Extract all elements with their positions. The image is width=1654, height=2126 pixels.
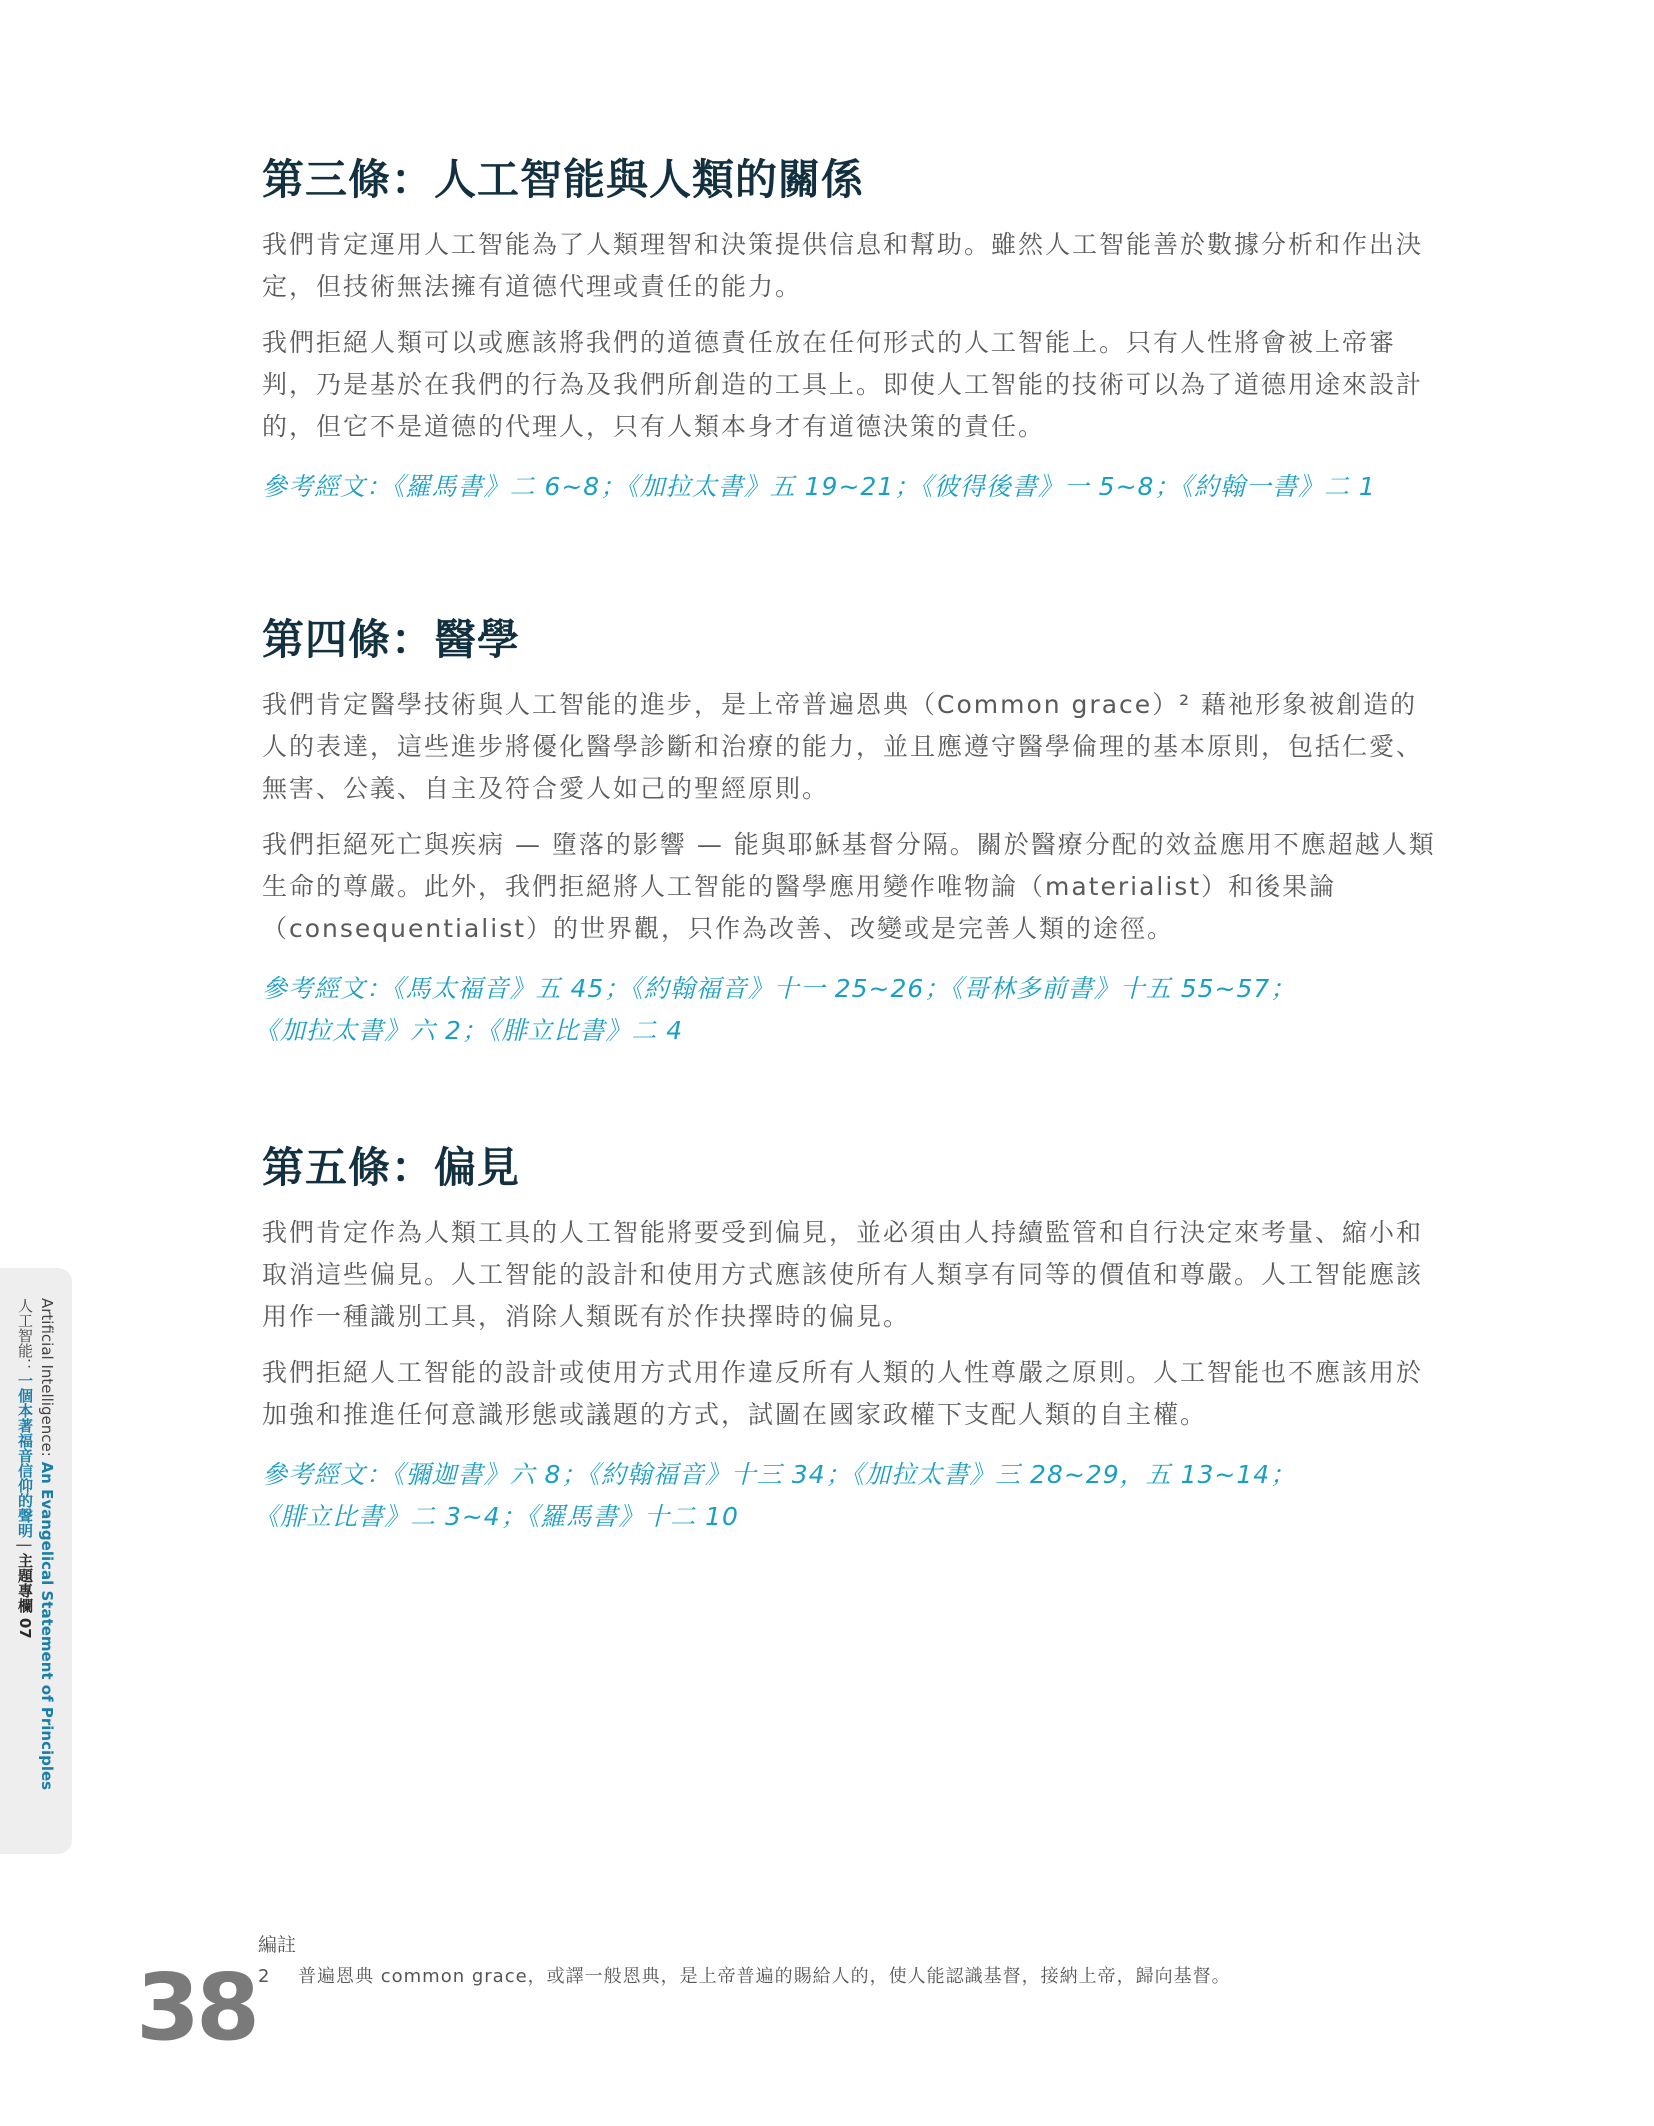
side-title-zh-part: 人工智能：: [16, 1298, 34, 1373]
reference-line: 《腓立比書》二 3~4；《羅馬書》十二 10: [254, 1502, 739, 1531]
side-separator: |: [16, 1538, 34, 1553]
side-column-label: 主題專欄 07: [16, 1552, 34, 1639]
reference-line: 參考經文：《馬太福音》五 45；《約翰福音》十一 25~26；《哥林多前書》十五 55~57；: [262, 974, 1297, 1003]
footnote-text: 普遍恩典 common grace，或譯一般恩典，是上帝普遍的賜給人的，使人能認識基督，接納上帝，歸向基督。: [298, 1966, 1231, 1987]
scripture-reference: [254, 968, 1442, 1052]
page-number: 38: [136, 1954, 257, 2061]
article-5: [254, 1138, 1442, 1538]
paragraph: 我們拒絕死亡與疾病 — 墮落的影響 — 能與耶穌基督分隔。關於醫療分配的效益應用不應超越人類生命的尊嚴。此外，我們拒絕將人工智能的醫學應用變作唯物論（materialist）和後果論（consequentialist）的世界觀，只作為改善、改變或是完善人類的途徑。: [262, 830, 1436, 943]
footnote-number: 2: [258, 1966, 271, 1987]
section-title: 第五條：偏見: [262, 1143, 521, 1192]
section-title: 第三條：人工智能與人類的關係: [262, 155, 865, 204]
side-title-english: [36, 1298, 58, 1790]
paragraph: 我們肯定醫學技術與人工智能的進步，是上帝普遍恩典（Common grace）² 藉祂形象被創造的人的表達，這些進步將優化醫學診斷和治療的能力，並且應遵守醫學倫理的基本原則，包括仁愛、無害、公義、自主及符合愛人如己的聖經原則。: [262, 690, 1424, 803]
side-title-en-bold: An Evangelical Statement of Principles: [38, 1461, 56, 1791]
paragraph: 我們肯定作為人類工具的人工智能將要受到偏見，並必須由人持續監管和自行決定來考量、縮小和取消這些偏見。人工智能的設計和使用方式應該使所有人類享有同等的價值和尊嚴。人工智能應該用作一種識別工具，消除人類既有於作抉擇時的偏見。: [262, 1218, 1424, 1331]
side-title-chinese: [14, 1298, 36, 1790]
paragraph: 我們拒絕人類可以或應該將我們的道德責任放在任何形式的人工智能上。只有人性將會被上帝審判，乃是基於在我們的行為及我們所創造的工具上。即使人工智能的技術可以為了道德用途來設計的，但它不是道德的代理人，只有人類本身才有道德決策的責任。: [262, 328, 1424, 441]
side-title-en-part: Artificial Intelligence:: [38, 1298, 56, 1462]
scripture-reference: [254, 1454, 1442, 1538]
scripture-reference: [262, 466, 1442, 508]
reference-line: 《加拉太書》六 2；《腓立比書》二 4: [254, 1016, 684, 1045]
reference-line: 參考經文：《羅馬書》二 6~8；《加拉太書》五 19~21；《彼得後書》一 5~8；《約翰一書》二 1: [262, 472, 1376, 501]
footnote-heading: 編註: [258, 1934, 297, 1956]
article-4: [254, 610, 1442, 1052]
side-title-zh-bold: 一個本著福音信仰的聲明: [16, 1373, 34, 1538]
paragraph: 我們拒絕人工智能的設計或使用方式用作違反所有人類的人性尊嚴之原則。人工智能也不應該用於加強和推進任何意識形態或議題的方式，試圖在國家政權下支配人類的自主權。: [262, 1358, 1424, 1429]
article-3: [262, 150, 1442, 508]
reference-line: 參考經文：《彌迦書》六 8；《約翰福音》十三 34；《加拉太書》三 28~29，五 13~14；: [262, 1460, 1297, 1489]
footnote: [258, 1962, 1231, 1988]
side-running-title: [14, 1298, 58, 1790]
section-title: 第四條：醫學: [262, 615, 521, 664]
paragraph: 我們肯定運用人工智能為了人類理智和決策提供信息和幫助。雖然人工智能善於數據分析和作出決定，但技術無法擁有道德代理或責任的能力。: [262, 230, 1424, 301]
